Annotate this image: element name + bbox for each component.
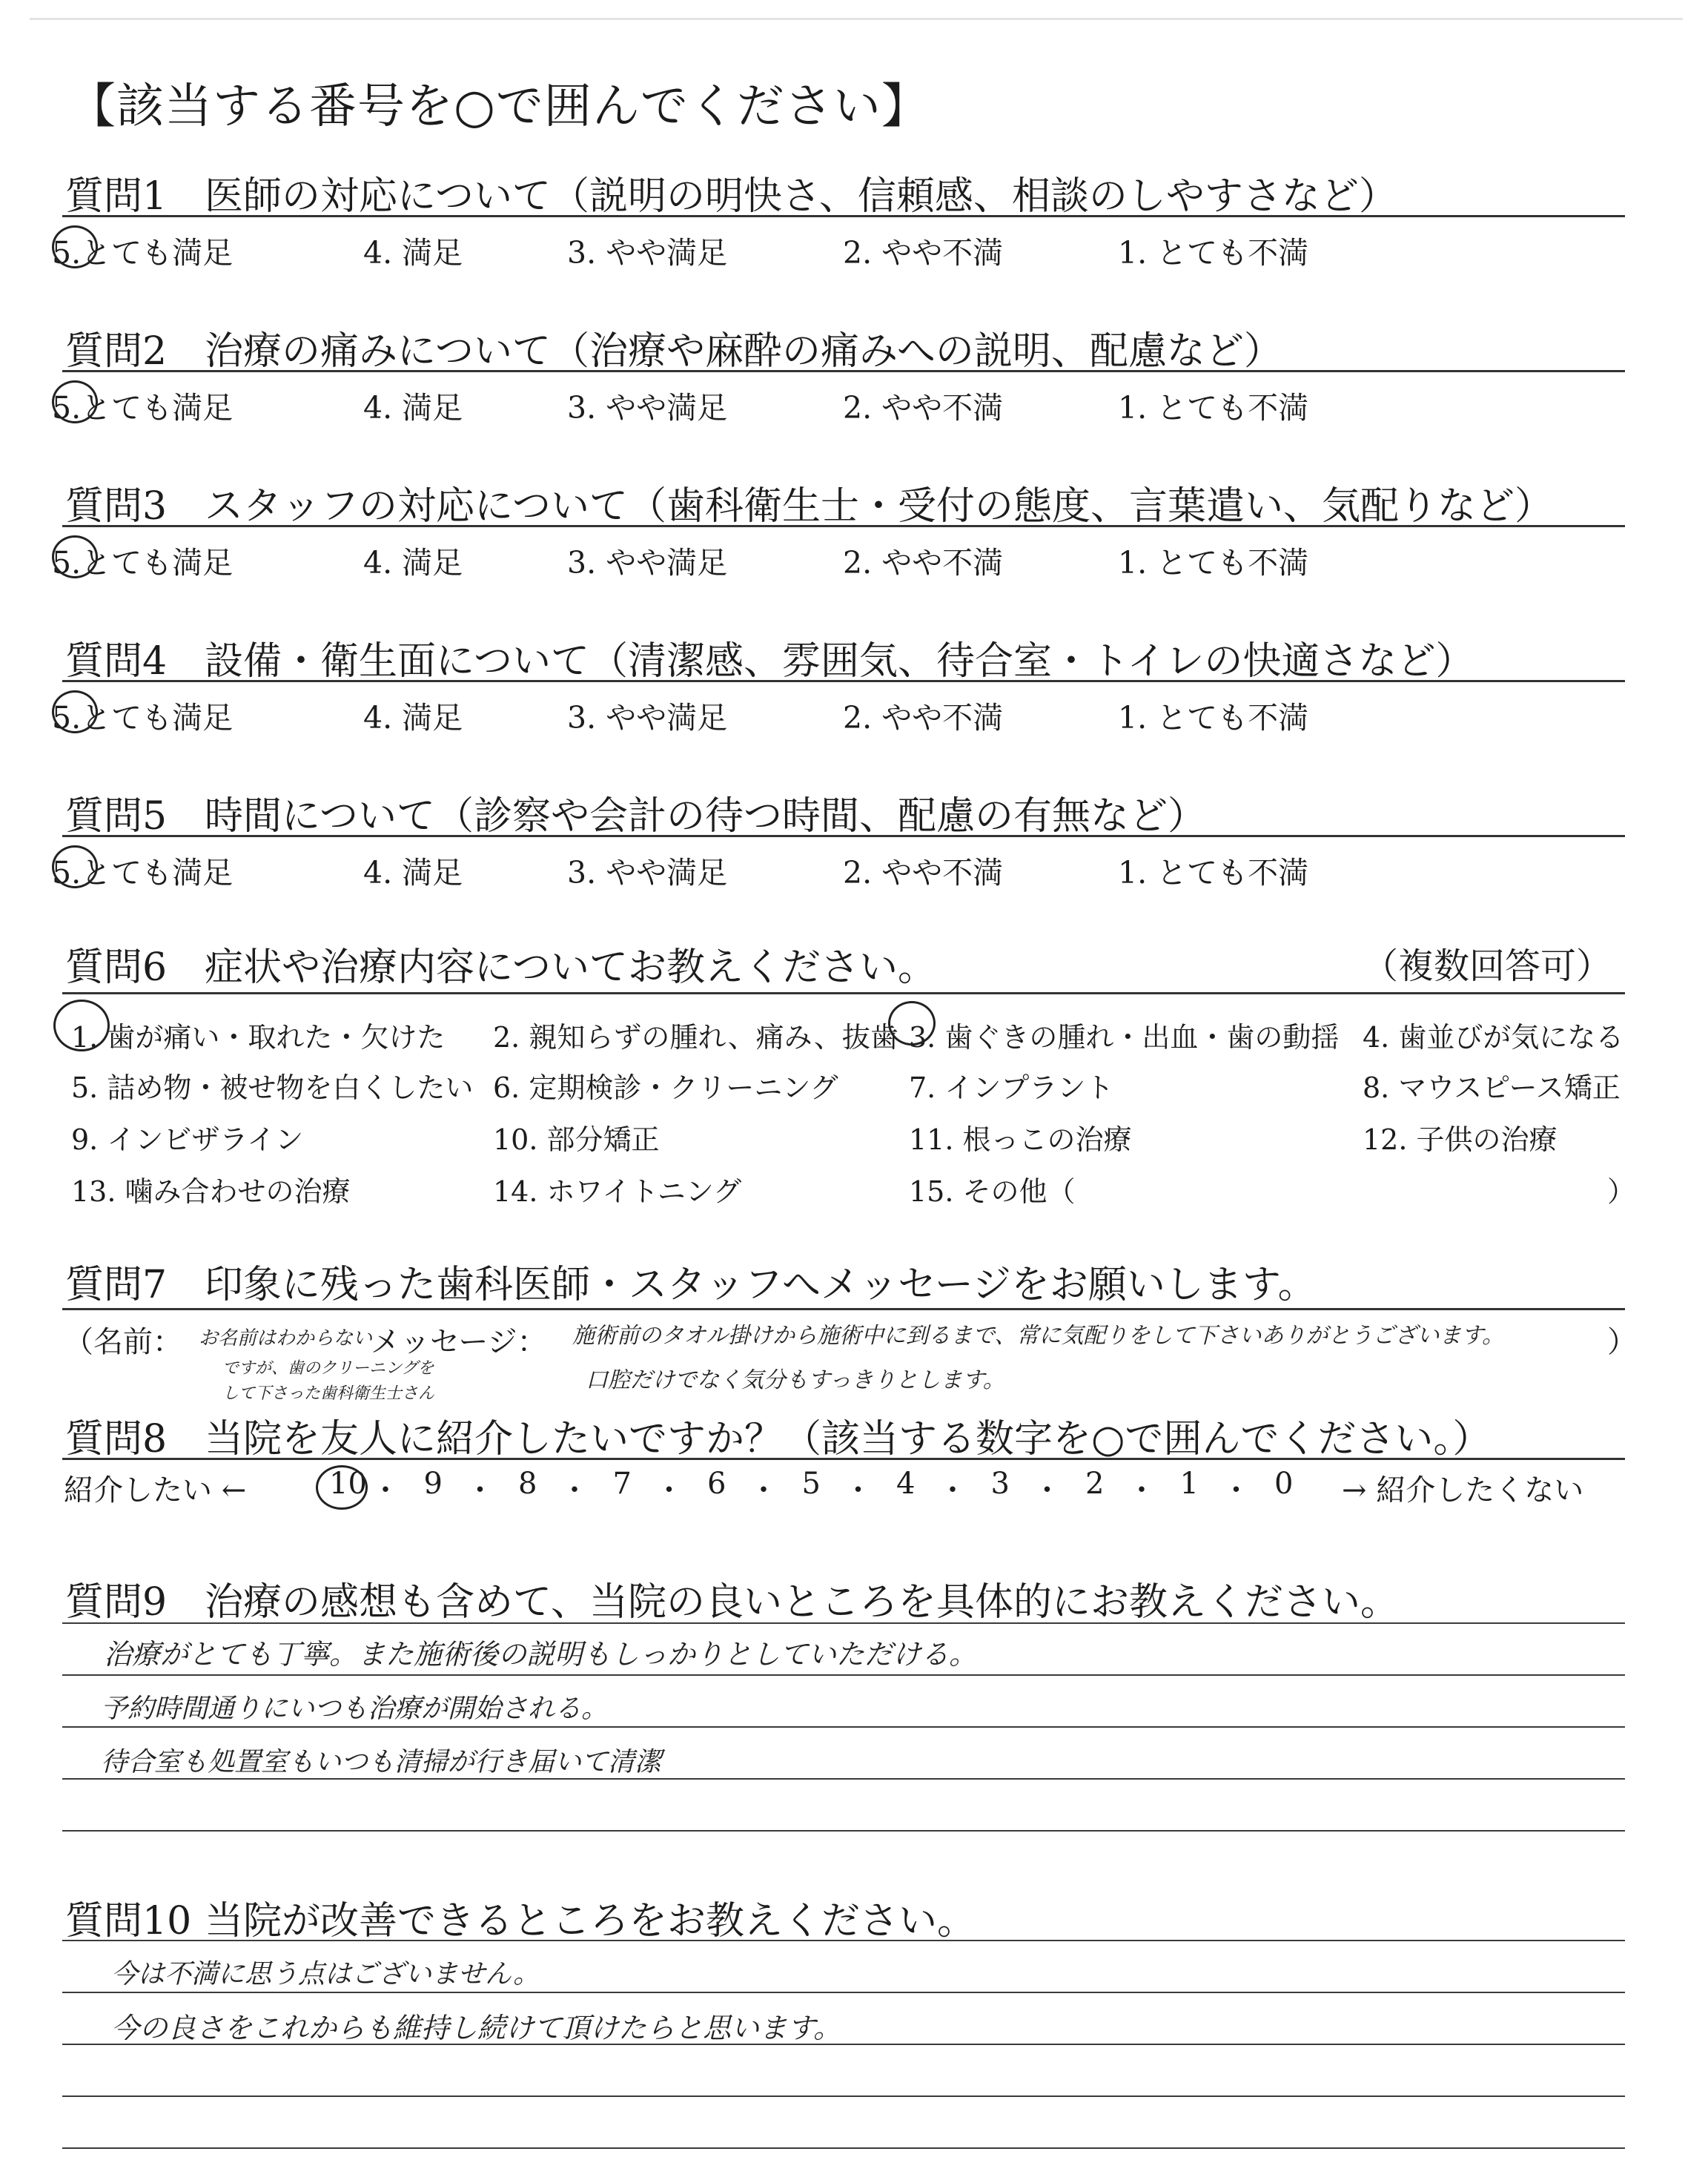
q6-option-14[interactable]: 14. ホワイトニング bbox=[493, 1175, 742, 1208]
q4-number: 質問4 bbox=[65, 639, 168, 684]
q8-scale-10[interactable]: 10 bbox=[329, 1467, 367, 1501]
q2-option-2[interactable]: 2. やや不満 bbox=[843, 390, 1004, 426]
q6-option-2[interactable]: 2. 親知らずの腫れ、痛み、抜歯 bbox=[493, 1021, 898, 1054]
q2-rule bbox=[62, 370, 1625, 372]
q8-left-label: 紹介したい ← bbox=[64, 1473, 247, 1507]
q8-scale-2[interactable]: 2 bbox=[1085, 1467, 1105, 1501]
q5-option-3[interactable]: 3. やや満足 bbox=[567, 855, 728, 891]
q6-number: 質問6 bbox=[65, 945, 168, 990]
q8-scale-dot: ・ bbox=[560, 1473, 589, 1507]
q5-heading bbox=[65, 785, 1206, 840]
q6-option-15[interactable]: 15. その他（ bbox=[909, 1175, 1076, 1208]
q4-option-3[interactable]: 3. やや満足 bbox=[567, 700, 728, 736]
q9-answer-2: 予約時間通りにいつも治療が開始される。 bbox=[101, 1694, 609, 1724]
q3-text: スタッフの対応について（歯科衛生士・受付の態度、言葉遣い、気配りなど） bbox=[205, 484, 1553, 529]
q6-option-6[interactable]: 6. 定期検診・クリーニング bbox=[493, 1071, 838, 1104]
q8-scale-5[interactable]: 5 bbox=[801, 1467, 821, 1501]
q8-scale-dot: ・ bbox=[1127, 1473, 1156, 1507]
q8-scale-dot: ・ bbox=[371, 1473, 400, 1507]
q2-text: 治療の痛みについて（治療や麻酔の痛みへの説明、配慮など） bbox=[205, 329, 1282, 374]
q9-line-1 bbox=[62, 1622, 1625, 1624]
q5-rule bbox=[62, 835, 1625, 837]
q8-scale-0[interactable]: 0 bbox=[1274, 1467, 1294, 1501]
q6-text: 症状や治療内容についてお教えください。 bbox=[205, 945, 936, 990]
q9-line-5 bbox=[62, 1830, 1625, 1832]
q7-name-hand-3: して下さった歯科衛生士さん bbox=[222, 1384, 435, 1403]
q4-selected-circle bbox=[52, 690, 98, 733]
q2-option-5[interactable]: 5.とても満足 bbox=[52, 390, 234, 426]
q10-answer-1: 今は不満に思う点はございません。 bbox=[111, 1959, 540, 1989]
q4-option-5[interactable]: 5.とても満足 bbox=[52, 700, 234, 736]
q10-line-1 bbox=[62, 1940, 1625, 1941]
q3-option-5[interactable]: 5.とても満足 bbox=[52, 545, 234, 581]
q3-rule bbox=[62, 525, 1625, 527]
q8-scale-8[interactable]: 8 bbox=[518, 1467, 537, 1501]
q9-answer-1: 治療がとても丁寧。また施術後の説明もしっかりとしていただける。 bbox=[104, 1638, 978, 1671]
q4-rule bbox=[62, 680, 1625, 682]
q6-option-3[interactable]: 3. 歯ぐきの腫れ・出血・歯の動揺 bbox=[909, 1021, 1340, 1054]
q6-close-paren: ） bbox=[1607, 1175, 1636, 1208]
q3-option-4[interactable]: 4. 満足 bbox=[363, 545, 463, 581]
q8-scale-6[interactable]: 6 bbox=[707, 1467, 726, 1501]
q9-text: 治療の感想も含めて、当院の良いところを具体的にお教えください。 bbox=[205, 1580, 1399, 1625]
q6-rule bbox=[62, 992, 1625, 994]
q6-option-5[interactable]: 5. 詰め物・被せ物を白くしたい bbox=[71, 1071, 474, 1104]
q7-close-paren: ） bbox=[1607, 1325, 1637, 1359]
q1-option-5[interactable]: 5.とても満足 bbox=[52, 235, 234, 271]
q5-option-5[interactable]: 5.とても満足 bbox=[52, 855, 234, 891]
page-title: 【該当する番号を○で囲んでください】 bbox=[68, 79, 930, 134]
q10-line-2 bbox=[62, 1992, 1625, 1993]
q5-number: 質問5 bbox=[65, 794, 168, 839]
q1-option-4[interactable]: 4. 満足 bbox=[363, 235, 463, 271]
q7-name-hand-2: ですが、歯のクリーニングを bbox=[222, 1359, 434, 1378]
q7-heading bbox=[65, 1253, 1317, 1309]
q9-line-3 bbox=[62, 1726, 1625, 1728]
q8-scale-1[interactable]: 1 bbox=[1179, 1467, 1199, 1501]
q10-number: 質問10 bbox=[65, 1899, 192, 1943]
q9-line-2 bbox=[62, 1674, 1625, 1676]
q10-heading bbox=[65, 1889, 976, 1945]
q7-number: 質問7 bbox=[65, 1263, 168, 1307]
q8-scale-9[interactable]: 9 bbox=[423, 1467, 443, 1501]
q8-scale-dot: ・ bbox=[1032, 1473, 1062, 1507]
q8-scale-3[interactable]: 3 bbox=[990, 1467, 1010, 1501]
q9-heading bbox=[65, 1571, 1399, 1626]
q8-text: 当院を友人に紹介したいですか？（該当する数字を○で囲んでください。） bbox=[205, 1417, 1492, 1462]
q5-option-4[interactable]: 4. 満足 bbox=[363, 855, 463, 891]
q8-scale-dot: ・ bbox=[843, 1473, 873, 1507]
q6-option-7[interactable]: 7. インプラント bbox=[909, 1071, 1114, 1104]
q6-option-4[interactable]: 4. 歯並びが気になる bbox=[1363, 1021, 1624, 1054]
q7-text: 印象に残った歯科医師・スタッフへメッセージをお願いします。 bbox=[205, 1263, 1317, 1307]
q6-option-8[interactable]: 8. マウスピース矯正 bbox=[1363, 1071, 1621, 1104]
q7-name-hand-1: お名前はわからない bbox=[199, 1327, 373, 1350]
q1-option-3[interactable]: 3. やや満足 bbox=[567, 235, 728, 271]
q5-text: 時間について（診察や会計の待つ時間、配慮の有無など） bbox=[205, 794, 1206, 839]
q6-circle-1 bbox=[53, 1000, 110, 1051]
q5-option-2[interactable]: 2. やや不満 bbox=[843, 855, 1004, 891]
q10-answer-2: 今の良さをこれからも維持し続けて頂けたらと思います。 bbox=[111, 2012, 841, 2044]
q7-message-hand-2: 口腔だけでなく気分もすっきりとします。 bbox=[586, 1367, 1005, 1393]
q1-text: 医師の対応について（説明の明快さ、信頼感、相談のしやすさなど） bbox=[205, 174, 1397, 219]
q10-text: 当院が改善できるところをお教えください。 bbox=[205, 1899, 976, 1943]
q7-rule bbox=[62, 1308, 1625, 1310]
q2-selected-circle bbox=[52, 380, 98, 423]
q10-line-5 bbox=[62, 2147, 1625, 2149]
q8-scale-dot: ・ bbox=[654, 1473, 684, 1507]
q5-option-1[interactable]: 1. とても不満 bbox=[1118, 855, 1309, 891]
q3-number: 質問3 bbox=[65, 484, 168, 529]
q4-option-2[interactable]: 2. やや不満 bbox=[843, 700, 1004, 736]
q2-option-4[interactable]: 4. 満足 bbox=[363, 390, 463, 426]
q1-heading bbox=[65, 165, 1397, 220]
q7-message-label: メッセージ： bbox=[371, 1325, 547, 1359]
q2-option-1[interactable]: 1. とても不満 bbox=[1118, 390, 1309, 426]
q6-option-12[interactable]: 12. 子供の治療 bbox=[1363, 1123, 1558, 1156]
q6-option-13[interactable]: 13. 噛み合わせの治療 bbox=[71, 1175, 351, 1208]
page-top-edge bbox=[30, 18, 1683, 20]
q9-number: 質問9 bbox=[65, 1580, 168, 1625]
q3-heading bbox=[65, 475, 1553, 530]
q7-name-label: （名前： bbox=[64, 1325, 182, 1359]
q8-rule bbox=[62, 1458, 1625, 1460]
q8-number: 質問8 bbox=[65, 1417, 168, 1462]
q8-scale-7[interactable]: 7 bbox=[612, 1467, 632, 1501]
q8-right-label: → 紹介したくない bbox=[1342, 1473, 1584, 1507]
q3-option-1[interactable]: 1. とても不満 bbox=[1118, 545, 1309, 581]
q8-scale-4[interactable]: 4 bbox=[896, 1467, 916, 1501]
q4-text: 設備・衛生面について（清潔感、雰囲気、待合室・トイレの快適さなど） bbox=[205, 639, 1474, 684]
q8-circle-10 bbox=[316, 1465, 368, 1510]
q6-option-9[interactable]: 9. インビザライン bbox=[71, 1123, 304, 1156]
q1-option-1[interactable]: 1. とても不満 bbox=[1118, 235, 1309, 271]
q6-option-10[interactable]: 10. 部分矯正 bbox=[493, 1123, 660, 1156]
q8-scale-dot: ・ bbox=[465, 1473, 495, 1507]
q5-selected-circle bbox=[52, 845, 98, 888]
q6-multiple-note: （複数回答可） bbox=[1363, 945, 1612, 987]
q4-option-4[interactable]: 4. 満足 bbox=[363, 700, 463, 736]
q1-number: 質問1 bbox=[65, 174, 168, 219]
q3-option-2[interactable]: 2. やや不満 bbox=[843, 545, 1004, 581]
q2-number: 質問2 bbox=[65, 329, 168, 374]
q3-selected-circle bbox=[52, 535, 98, 578]
q8-scale-dot: ・ bbox=[938, 1473, 967, 1507]
q4-heading bbox=[65, 630, 1474, 685]
q6-circle-3 bbox=[888, 1001, 936, 1046]
q8-scale-dot: ・ bbox=[749, 1473, 778, 1507]
q2-heading bbox=[65, 320, 1282, 375]
q8-scale-dot: ・ bbox=[1221, 1473, 1251, 1507]
q4-option-1[interactable]: 1. とても不満 bbox=[1118, 700, 1309, 736]
q1-option-2[interactable]: 2. やや不満 bbox=[843, 235, 1004, 271]
q2-option-3[interactable]: 3. やや満足 bbox=[567, 390, 728, 426]
q10-line-4 bbox=[62, 2095, 1625, 2097]
q1-selected-circle bbox=[52, 225, 98, 268]
q9-answer-3: 待合室も処置室もいつも清掃が行き届いて清潔 bbox=[101, 1747, 662, 1777]
q3-option-3[interactable]: 3. やや満足 bbox=[567, 545, 728, 581]
q1-rule bbox=[62, 215, 1625, 217]
q6-option-11[interactable]: 11. 根っこの治療 bbox=[909, 1123, 1132, 1156]
q7-message-hand-1: 施術前のタオル掛けから施術中に到るまで、常に気配りをして下さいありがとうございます。 bbox=[572, 1323, 1504, 1349]
q6-heading bbox=[65, 936, 936, 991]
q6-option-1[interactable]: 1. 歯が痛い・取れた・欠けた bbox=[71, 1021, 446, 1054]
q8-heading bbox=[65, 1407, 1491, 1463]
